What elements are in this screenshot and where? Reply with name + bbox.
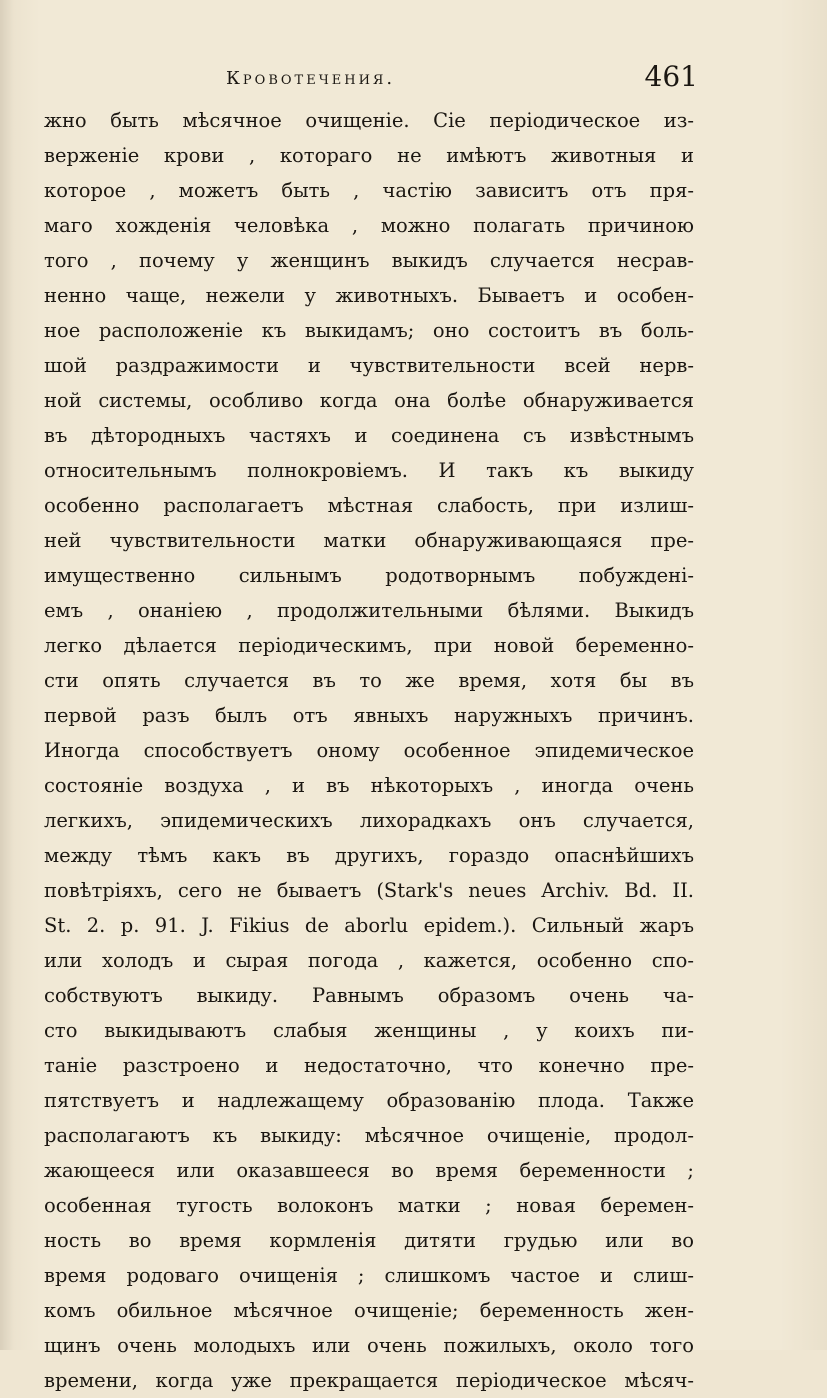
text-line: первой разъ былъ отъ явныхъ наружныхъ причинъ. bbox=[44, 704, 694, 727]
text-line: ней чувствительности матки обнаруживающаяся пре- bbox=[44, 529, 694, 552]
text-line: верженіе крови , котораго не имѣютъ животныя и bbox=[44, 144, 694, 167]
text-line: время родоваго очищенія ; слишкомъ частое и слиш- bbox=[44, 1264, 694, 1287]
text-line: пятствуетъ и надлежащему образованію плода. Также bbox=[44, 1089, 694, 1112]
text-line: располагаютъ къ выкиду: мѣсячное очищеніе, продол- bbox=[44, 1124, 694, 1147]
text-line: емъ , онаніею , продолжительными бѣлями. Выкидъ bbox=[44, 599, 694, 622]
text-line: сто выкидываютъ слабыя женщины , у коихъ пи- bbox=[44, 1019, 694, 1042]
text-line: ное расположеніе къ выкидамъ; оно состоитъ въ боль- bbox=[44, 319, 694, 342]
text-line: жно быть мѣсячное очищеніе. Сіе періодическое из- bbox=[44, 109, 694, 132]
text-line: особенная тугость волоконъ матки ; новая беремен- bbox=[44, 1194, 694, 1217]
text-line: ность во время кормленія дитяти грудью или во bbox=[44, 1229, 694, 1252]
text-line: сти опять случается въ то же время, хотя бы въ bbox=[44, 669, 694, 692]
text-line: жающееся или оказавшееся во время беременности ; bbox=[44, 1159, 694, 1182]
text-line: состояніе воздуха , и въ нѣкоторыхъ , иногда очень bbox=[44, 774, 694, 797]
text-line: легко дѣлается періодическимъ, при новой беременно- bbox=[44, 634, 694, 657]
text-line: особенно располагаетъ мѣстная слабость, при излиш- bbox=[44, 494, 694, 517]
text-line: того , почему у женщинъ выкидъ случается несрав- bbox=[44, 249, 694, 272]
page-number: 461 bbox=[644, 60, 698, 93]
text-line: маго хожденія человѣка , можно полагать причиною bbox=[44, 214, 694, 237]
text-line: между тѣмъ какъ въ другихъ, гораздо опаснѣйшихъ bbox=[44, 844, 694, 867]
text-line: или холодъ и сырая погода , кажется, особенно спо- bbox=[44, 949, 694, 972]
text-line: таніе разстроено и недостаточно, что конечно пре- bbox=[44, 1054, 694, 1077]
body-text bbox=[44, 103, 694, 1398]
text-line: повѣтріяхъ, сего не бываетъ (Stark's neues Archiv. Bd. II. bbox=[44, 879, 694, 902]
text-line: собствуютъ выкиду. Равнымъ образомъ очень ча- bbox=[44, 984, 694, 1007]
text-line: Иногда способствуетъ оному особенное эпидемическое bbox=[44, 739, 694, 762]
text-line: легкихъ, эпидемическихъ лихорадкахъ онъ случается, bbox=[44, 809, 694, 832]
running-title: Кровотечения. bbox=[226, 68, 396, 89]
text-line: ненно чаще, нежели у животныхъ. Бываетъ и особен- bbox=[44, 284, 694, 307]
text-line: которое , можетъ быть , частію зависитъ отъ пря- bbox=[44, 179, 694, 202]
page-header bbox=[48, 60, 698, 100]
text-line: шой раздражимости и чувствительности всей нерв- bbox=[44, 354, 694, 377]
text-line: относительнымъ полнокровіемъ. И такъ къ выкиду bbox=[44, 459, 694, 482]
text-line: въ дѣтородныхъ частяхъ и соединена съ извѣстнымъ bbox=[44, 424, 694, 447]
text-line: времени, когда уже прекращается періодическое мѣсяч- bbox=[44, 1369, 694, 1392]
text-line: ной системы, особливо когда она болѣе обнаруживается bbox=[44, 389, 694, 412]
text-line: имущественно сильнымъ родотворнымъ побужденi- bbox=[44, 564, 694, 587]
text-line: комъ обильное мѣсячное очищеніе; беременность жен- bbox=[44, 1299, 694, 1322]
text-line: St. 2. p. 91. J. Fikius de aborlu epidem.). Сильный жаръ bbox=[44, 914, 694, 937]
text-line: щинъ очень молодыхъ или очень пожилыхъ, около того bbox=[44, 1334, 694, 1357]
